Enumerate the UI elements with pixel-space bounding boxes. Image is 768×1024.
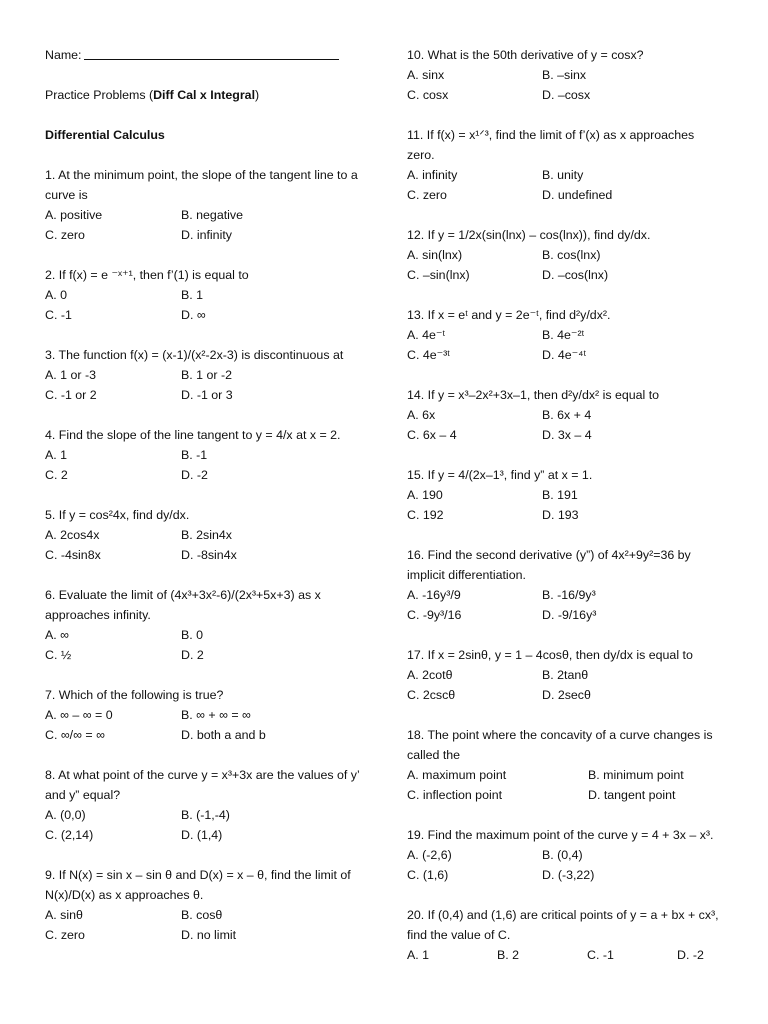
answer-option-a: A. sinx xyxy=(407,68,445,82)
answer-option-a: A. 6x xyxy=(407,408,436,422)
question-text: 11. If f(x) = x¹ᐟ³, find the limit of f’(x) as x approaches zero. xyxy=(407,128,695,162)
answer-option-c: C. –sin(lnx) xyxy=(407,268,470,282)
question-9 xyxy=(45,865,365,945)
answer-option-b: B. 6x + 4 xyxy=(542,408,592,422)
title-bold: Diff Cal x Integral xyxy=(153,88,256,102)
answer-option-a: A. 2cos4x xyxy=(45,528,100,542)
answer-options xyxy=(407,765,725,805)
answer-options xyxy=(45,525,365,565)
answer-option-d: D. -9/16y³ xyxy=(542,608,597,622)
answer-option-c: C. -1 or 2 xyxy=(45,388,97,402)
answer-option-d: D. 3x – 4 xyxy=(542,428,592,442)
question-text: 18. The point where the concavity of a curve changes is called the xyxy=(407,728,713,762)
answer-option-d: D. (1,4) xyxy=(181,828,223,842)
answer-option-c: C. ½ xyxy=(45,648,72,662)
answer-option-d: D. no limit xyxy=(181,928,237,942)
answer-option-c: C. 6x – 4 xyxy=(407,428,457,442)
question-text: 19. Find the maximum point of the curve y = 4 + 3x – x³. xyxy=(407,828,714,842)
question-20 xyxy=(407,905,725,965)
question-text: 5. If y = cos²4x, find dy/dx. xyxy=(45,508,190,522)
answer-option-b: B. 0 xyxy=(181,628,204,642)
question-text: 3. The function f(x) = (x-1)/(x²-2x-3) is discontinuous at xyxy=(45,348,344,362)
question-text: 20. If (0,4) and (1,6) are critical points of y = a + bx + cx³, find the value of C. xyxy=(407,908,719,942)
question-3 xyxy=(45,345,365,405)
question-text: 16. Find the second derivative (y”) of 4x²+9y²=36 by implicit differentiation. xyxy=(407,548,691,582)
answer-option-d: D. -1 or 3 xyxy=(181,388,233,402)
answer-options xyxy=(407,325,725,365)
right-column xyxy=(407,45,725,985)
answer-options xyxy=(45,625,365,665)
answer-option-b: B. -16/9y³ xyxy=(542,588,596,602)
question-text: 15. If y = 4/(2x–1³, find y” at x = 1. xyxy=(407,468,593,482)
answer-option-b: B. 4e⁻²ᵗ xyxy=(542,328,585,342)
question-2 xyxy=(45,265,365,325)
answer-option-d: D. –cosx xyxy=(542,88,591,102)
title-prefix: Practice Problems ( xyxy=(45,88,154,102)
answer-option-b: B. cos(lnx) xyxy=(542,248,601,262)
answer-option-c: C. ∞/∞ = ∞ xyxy=(45,728,105,742)
answer-option-b: B. 191 xyxy=(542,488,578,502)
question-text: 4. Find the slope of the line tangent to y = 4/x at x = 2. xyxy=(45,428,341,442)
answer-option-a: A. 1 xyxy=(407,948,430,962)
answer-option-a: A. 4e⁻ᵗ xyxy=(407,328,446,342)
answer-option-c: C. -4sin8x xyxy=(45,548,101,562)
question-text: 12. If y = 1/2x(sin(lnx) – cos(lnx)), find dy/dx. xyxy=(407,228,651,242)
worksheet-title xyxy=(45,85,365,105)
answer-option-a: A. 0 xyxy=(45,288,68,302)
answer-options xyxy=(407,165,725,205)
answer-option-d: D. ∞ xyxy=(181,308,206,322)
answer-options xyxy=(407,245,725,285)
left-column xyxy=(45,45,365,965)
question-19 xyxy=(407,825,725,885)
answer-option-a: A. 1 xyxy=(45,448,68,462)
answer-option-b: B. -1 xyxy=(181,448,208,462)
answer-option-c: C. zero xyxy=(407,188,447,202)
answer-options xyxy=(407,405,725,445)
answer-option-b: B. –sinx xyxy=(542,68,587,82)
section-heading: Differential Calculus xyxy=(45,128,165,142)
answer-option-b: B. 2tanθ xyxy=(542,668,589,682)
answer-option-b: B. minimum point xyxy=(588,768,684,782)
answer-option-a: A. 190 xyxy=(407,488,443,502)
question-text: 9. If N(x) = sin x – sin θ and D(x) = x – θ, find the limit of N(x)/D(x) as x approaches θ. xyxy=(45,868,351,902)
answer-option-c: C. 2 xyxy=(45,468,68,482)
answer-options xyxy=(45,205,365,245)
answer-option-d: D. -8sin4x xyxy=(181,548,237,562)
answer-option-a: A. (-2,6) xyxy=(407,848,452,862)
question-6 xyxy=(45,585,365,665)
answer-option-a: A. sin(lnx) xyxy=(407,248,463,262)
answer-options xyxy=(45,705,365,745)
question-11 xyxy=(407,125,725,205)
answer-option-a: A. 1 or -3 xyxy=(45,368,96,382)
answer-option-c: C. -1 xyxy=(45,308,72,322)
answer-option-b: B. 1 or -2 xyxy=(181,368,232,382)
answer-option-b: B. 1 xyxy=(181,288,204,302)
question-4 xyxy=(45,425,365,485)
answer-option-b: B. ∞ + ∞ = ∞ xyxy=(181,708,251,722)
answer-option-b: B. unity xyxy=(542,168,584,182)
answer-options xyxy=(45,805,365,845)
answer-option-a: A. 2cotθ xyxy=(407,668,453,682)
question-text: 14. If y = x³–2x²+3x–1, then d²y/dx² is equal to xyxy=(407,388,660,402)
answer-option-c: C. 4e⁻³ᵗ xyxy=(407,348,451,362)
answer-option-c: C. zero xyxy=(45,928,85,942)
name-line xyxy=(45,45,365,65)
question-text: 6. Evaluate the limit of (4x³+3x²-6)/(2x³+5x+3) as x approaches infinity. xyxy=(45,588,321,622)
question-10 xyxy=(407,45,725,105)
answer-option-b: B. (0,4) xyxy=(542,848,583,862)
answer-option-d: D. 2 xyxy=(181,648,204,662)
question-12 xyxy=(407,225,725,285)
answer-options xyxy=(45,905,365,945)
question-15 xyxy=(407,465,725,525)
answer-option-c: C. 2cscθ xyxy=(407,688,456,702)
question-text: 10. What is the 50th derivative of y = cosx? xyxy=(407,48,644,62)
name-blank xyxy=(84,47,339,60)
answer-option-d: D. –cos(lnx) xyxy=(542,268,609,282)
answer-option-d: D. (-3,22) xyxy=(542,868,595,882)
question-text: 17. If x = 2sinθ, y = 1 – 4cosθ, then dy/dx is equal to xyxy=(407,648,693,662)
answer-option-d: D. undefined xyxy=(542,188,613,202)
question-text: 8. At what point of the curve y = x³+3x are the values of y’ and y” equal? xyxy=(45,768,360,802)
answer-option-d: D. 2secθ xyxy=(542,688,591,702)
answer-option-d: D. 4e⁻⁴ᵗ xyxy=(542,348,587,362)
answer-option-c: C. (2,14) xyxy=(45,828,94,842)
answer-option-b: B. 2 xyxy=(497,948,520,962)
question-18 xyxy=(407,725,725,805)
title-suffix: ) xyxy=(255,88,260,102)
question-text: 1. At the minimum point, the slope of the tangent line to a curve is xyxy=(45,168,358,202)
answer-option-d: D. 193 xyxy=(542,508,579,522)
answer-option-c: C. 192 xyxy=(407,508,444,522)
question-1 xyxy=(45,165,365,245)
name-label: Name: xyxy=(45,48,82,62)
question-17 xyxy=(407,645,725,705)
answer-options xyxy=(407,65,725,105)
question-8 xyxy=(45,765,365,845)
answer-option-a: A. maximum point xyxy=(407,768,507,782)
answer-options xyxy=(407,945,725,965)
question-16 xyxy=(407,545,725,625)
question-text: 7. Which of the following is true? xyxy=(45,688,224,702)
answer-options xyxy=(45,365,365,405)
answer-option-c: C. -1 xyxy=(587,948,614,962)
answer-options xyxy=(45,445,365,485)
answer-option-d: D. both a and b xyxy=(181,728,266,742)
question-text: 2. If f(x) = e ⁻ˣ⁺¹, then f’(1) is equal to xyxy=(45,268,249,282)
answer-option-c: C. (1,6) xyxy=(407,868,449,882)
answer-option-c: C. cosx xyxy=(407,88,449,102)
answer-option-d: D. -2 xyxy=(677,948,704,962)
answer-option-b: B. 2sin4x xyxy=(181,528,232,542)
answer-option-a: A. ∞ – ∞ = 0 xyxy=(45,708,113,722)
answer-option-a: A. infinity xyxy=(407,168,458,182)
question-7 xyxy=(45,685,365,745)
answer-option-d: D. tangent point xyxy=(588,788,676,802)
answer-options xyxy=(407,585,725,625)
answer-option-d: D. infinity xyxy=(181,228,232,242)
question-14 xyxy=(407,385,725,445)
question-13 xyxy=(407,305,725,365)
answer-option-d: D. -2 xyxy=(181,468,208,482)
answer-option-b: B. negative xyxy=(181,208,243,222)
question-text: 13. If x = eᵗ and y = 2e⁻ᵗ, find d²y/dx². xyxy=(407,308,611,322)
answer-option-c: C. zero xyxy=(45,228,85,242)
answer-option-a: A. (0,0) xyxy=(45,808,86,822)
answer-options xyxy=(45,285,365,325)
answer-options xyxy=(407,485,725,525)
question-5 xyxy=(45,505,365,565)
answer-option-c: C. -9y³/16 xyxy=(407,608,462,622)
answer-option-a: A. -16y³/9 xyxy=(407,588,461,602)
answer-option-c: C. inflection point xyxy=(407,788,503,802)
answer-option-b: B. (-1,-4) xyxy=(181,808,230,822)
answer-options xyxy=(407,665,725,705)
answer-option-a: A. sinθ xyxy=(45,908,83,922)
answer-option-b: B. cosθ xyxy=(181,908,223,922)
answer-option-a: A. ∞ xyxy=(45,628,69,642)
answer-options xyxy=(407,845,725,885)
answer-option-a: A. positive xyxy=(45,208,103,222)
